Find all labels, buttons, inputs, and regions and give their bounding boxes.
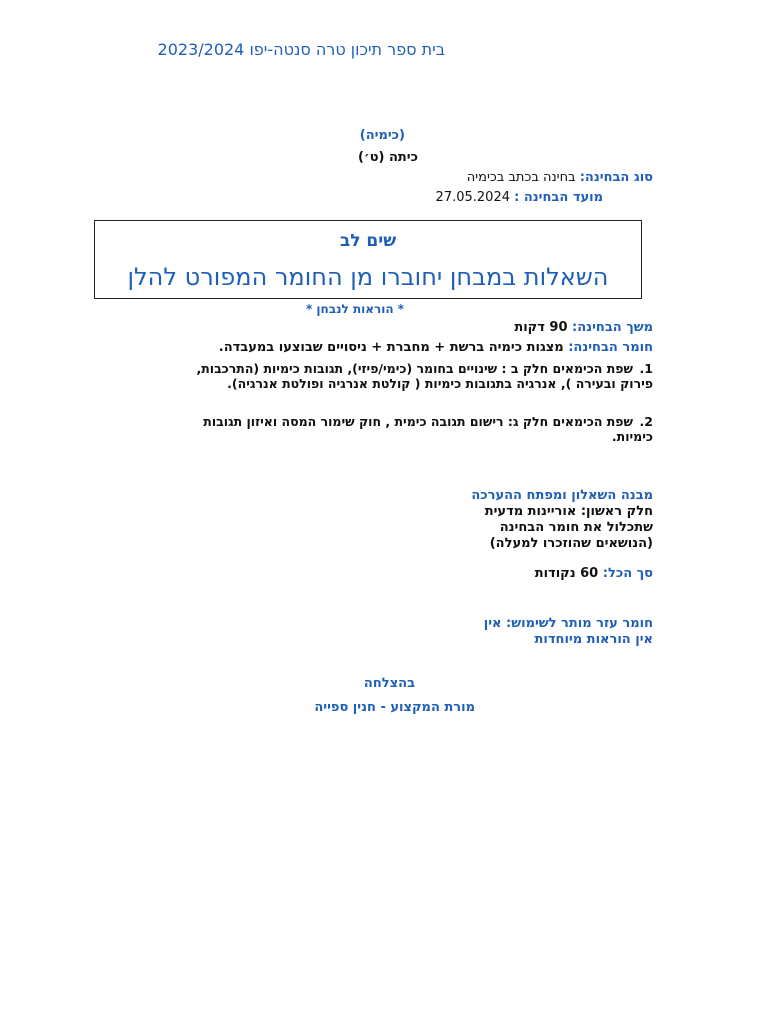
exam-type-value: בחינה בכתב בכימיה: [466, 170, 580, 185]
instructions-title: * הוראות לנבחן *: [305, 302, 405, 316]
aids-line: חומר עזר מותר לשימוש: אין: [483, 616, 653, 631]
exam-type: [420, 170, 653, 185]
list-item: [165, 361, 653, 391]
exam-date: [420, 190, 603, 205]
structure-line: (הנושאים שהוזכרו למעלה): [489, 536, 653, 551]
teacher-signature: מורת המקצוע - חנין ספייה: [314, 700, 475, 715]
material-label: חומר הבחינה:: [568, 340, 653, 355]
list-item-number: 2.: [639, 414, 653, 429]
allowed-aids: [420, 616, 653, 648]
notice-title: שים לב: [339, 231, 397, 251]
total-value: 60 נקודות: [534, 566, 603, 581]
list-item-text: שפת הכימאים חלק ג: רישום תגובה כימית , חוק שימור המסה ואיזון תגובות כימיות.: [203, 414, 653, 444]
school-header: בית ספר תיכון טרה סנטה-יפו 2023/2024: [157, 40, 445, 59]
list-item-number: 1.: [639, 361, 653, 376]
subject-text: (כימיה): [359, 128, 405, 143]
exam-material: [160, 340, 653, 355]
structure-line: חלק ראשון: אוריינות מדעית: [484, 504, 653, 519]
total-points: [420, 566, 653, 581]
exam-date-value: 27.05.2024: [435, 190, 515, 205]
exam-duration: [420, 320, 653, 335]
duration-value: 90 דקות: [514, 320, 573, 335]
list-item-text: שפת הכימאים חלק ב : שינויים בחומר (כימי/פיזי), תגובות כימיות (התרכבות, פירוק ובעירה ), אנרגיה בתגובות כימיות ( קולטת אנרגיה ופולטת אנרגיה).: [196, 361, 653, 391]
exam-type-label: סוג הבחינה:: [579, 170, 653, 185]
structure-line: שתכלול את חומר הבחינה: [499, 520, 653, 535]
exam-subject: [300, 128, 405, 143]
notice-text: השאלות במבחן יחוברו מן החומר המפורט להלן: [127, 263, 609, 291]
structure-title: מבנה השאלון ומפתח ההערכה: [471, 488, 653, 503]
list-item: [200, 414, 653, 444]
total-label: סך הכל:: [602, 566, 653, 581]
notice-box: [94, 220, 642, 299]
duration-label: משך הבחינה:: [572, 320, 653, 335]
exam-class: כיתה (ט׳): [357, 150, 418, 165]
material-value: מצגות כימיה ברשת + מחברת + ניסויים שבוצעו במעבדה.: [218, 340, 569, 355]
aids-line: אין הוראות מיוחדות: [534, 632, 653, 647]
structure-description: [420, 504, 653, 552]
good-luck-text: בהצלחה: [363, 676, 415, 691]
exam-date-label: מועד הבחינה :: [514, 190, 603, 205]
